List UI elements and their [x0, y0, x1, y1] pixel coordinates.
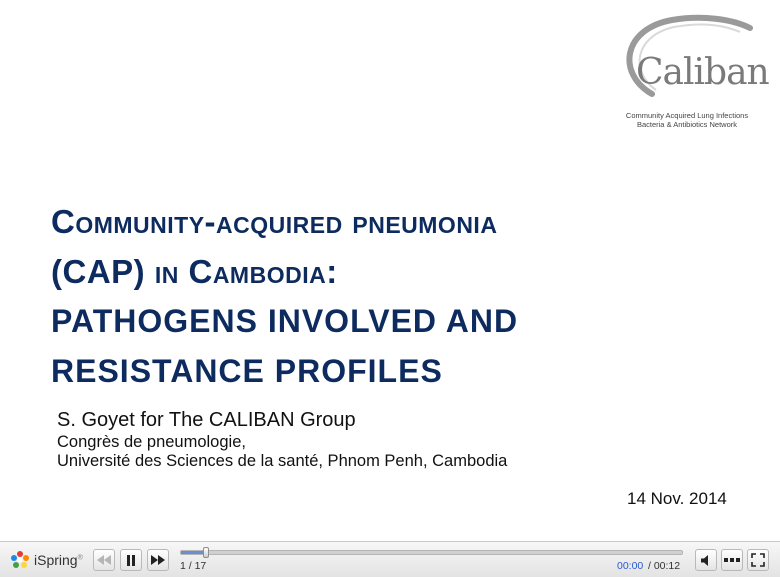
title-line-1: Community-acquired pneumonia: [51, 203, 498, 240]
presentation-date: 14 Nov. 2014: [627, 489, 727, 508]
conference-line-2: Université des Sciences de la santé, Phnom Penh, Cambodia: [57, 452, 508, 470]
fast-forward-button[interactable]: [147, 549, 169, 571]
logo-wordmark: Caliban: [636, 52, 769, 93]
rewind-button[interactable]: [93, 549, 115, 571]
pause-icon: [126, 555, 136, 566]
title-line-3: PATHOGENS INVOLVED AND: [51, 303, 519, 339]
seek-bar[interactable]: [180, 550, 683, 555]
author-line: S. Goyet for The CALIBAN Group: [57, 409, 356, 431]
caliban-logo: [612, 14, 769, 134]
ispring-logo-icon: [10, 550, 30, 570]
brand-label: iSpring: [34, 552, 78, 568]
outline-icon: [724, 557, 740, 563]
logo-subtitle-line1: Community Acquired Lung Infections: [625, 111, 749, 120]
fullscreen-icon: [751, 553, 765, 567]
fullscreen-button[interactable]: [747, 549, 769, 571]
time-total: / 00:12: [648, 560, 681, 572]
brand-registered-mark: ®: [77, 554, 83, 562]
logo-subtitle-line2: Bacteria & Antibiotics Network: [636, 120, 738, 129]
conference-line-1: Congrès de pneumologie,: [57, 433, 246, 451]
player-control-bar: [0, 541, 780, 577]
fast-forward-icon: [151, 555, 165, 565]
pause-button[interactable]: [120, 549, 142, 571]
time-current: 00:00: [617, 560, 644, 572]
slide-title: [51, 196, 751, 396]
title-line-2: (CAP) in Cambodia:: [51, 253, 338, 290]
brand-name: [34, 552, 83, 568]
volume-icon: [700, 555, 712, 566]
volume-button[interactable]: [695, 549, 717, 571]
title-line-4: RESISTANCE PROFILES: [51, 353, 443, 389]
seek-bar-thumb[interactable]: [203, 547, 209, 558]
ispring-brand[interactable]: [10, 550, 83, 570]
rewind-icon: [97, 555, 111, 565]
slide-counter: 1 / 17: [180, 560, 207, 572]
logo-subtitle: [612, 111, 762, 129]
outline-button[interactable]: [721, 549, 743, 571]
